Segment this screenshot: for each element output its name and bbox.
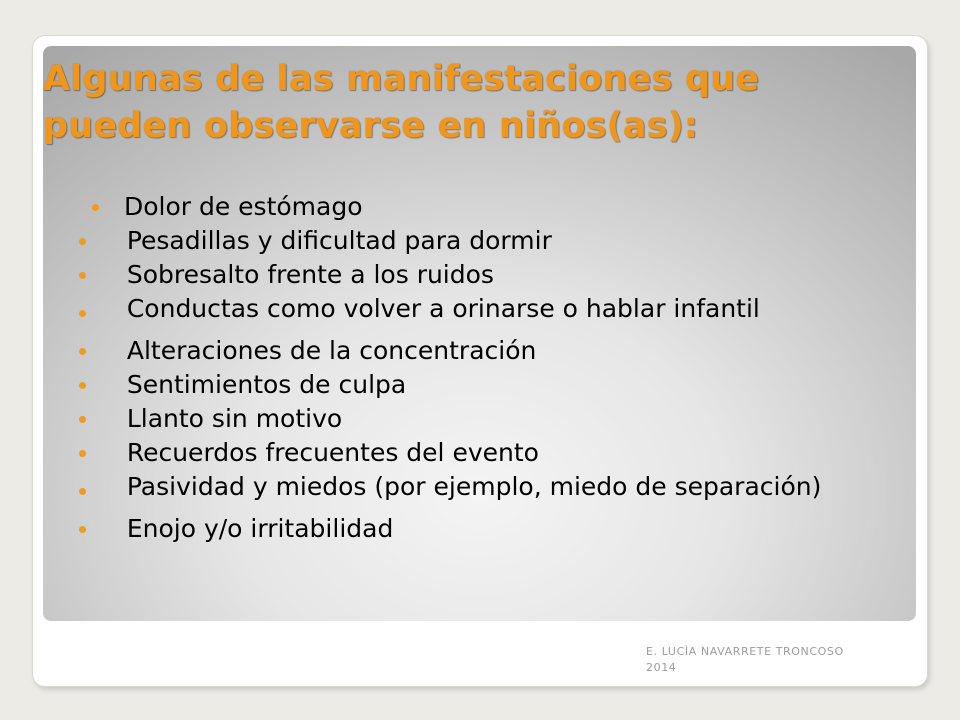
bullet-icon — [92, 204, 99, 211]
list-item — [0, 334, 960, 368]
list-item — [0, 436, 960, 470]
list-item-text: Sentimientos de culpa — [103, 370, 407, 399]
list-item — [0, 224, 960, 258]
list-item-text: Pasividad y miedos (por ejemplo, miedo de separación) — [103, 472, 822, 501]
list-item — [0, 470, 960, 512]
footer-credit: E. LUCÌA NAVARRETE TRONCOSO 2014 — [646, 645, 844, 674]
bullet-icon — [79, 488, 86, 495]
bullet-list — [0, 190, 960, 546]
list-item-text: Llanto sin motivo — [103, 404, 343, 433]
bullet-icon — [79, 450, 86, 457]
list-item-text: Alteraciones de la concentración — [103, 336, 537, 365]
list-item-text: Recuerdos frecuentes del evento — [103, 438, 539, 467]
list-item-text: Dolor de estómago — [116, 192, 363, 221]
list-item-text: Pesadillas y dificultad para dormir — [103, 226, 552, 255]
bullet-icon — [79, 272, 86, 279]
bullet-icon — [79, 382, 86, 389]
list-item-text: Sobresalto frente a los ruidos — [103, 260, 494, 289]
list-item — [0, 368, 960, 402]
list-item-text: Enojo y/o irritabilidad — [103, 514, 394, 543]
list-item-text: Conductas como volver a orinarse o hablar infantil — [103, 294, 760, 323]
bullet-icon — [79, 526, 86, 533]
list-item — [0, 512, 960, 546]
list-item — [0, 292, 960, 334]
bullet-icon — [79, 348, 86, 355]
slide-title: Algunas de las manifestaciones que pueden observarse en niños(as): — [43, 59, 760, 146]
list-item — [0, 258, 960, 292]
bullet-icon — [79, 238, 86, 245]
list-item — [0, 402, 960, 436]
bullet-icon — [79, 310, 86, 317]
bullet-icon — [79, 416, 86, 423]
list-item — [0, 190, 960, 224]
